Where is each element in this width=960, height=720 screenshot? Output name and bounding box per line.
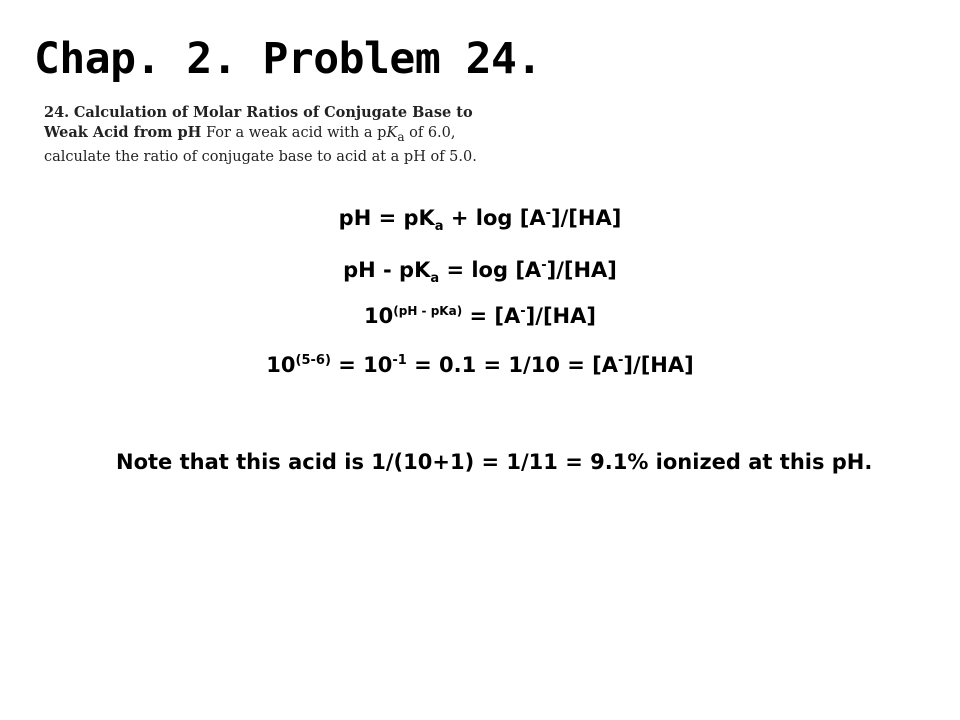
equation-2 — [0, 258, 960, 286]
slide-title: Chap. 2. Problem 24. — [34, 34, 542, 84]
eq4-part-d: ]/[HA] — [623, 353, 694, 377]
eq2-part-c: ]/[HA] — [546, 258, 617, 282]
eq1-sup: - — [545, 206, 552, 221]
eq2-part-b: = log [A — [439, 258, 542, 282]
eq4-part-c: = 0.1 = 1/10 = [A — [406, 353, 619, 377]
eq2-part-a: pH - pK — [343, 258, 431, 282]
eq4-sup-power: -1 — [392, 353, 407, 368]
equation-3 — [0, 304, 960, 328]
problem-number: 24. — [44, 104, 70, 121]
problem-k-sub: a — [397, 129, 405, 144]
eq3-part-a: 10 — [364, 304, 394, 328]
problem-statement — [44, 103, 514, 167]
eq3-sup-exponent: (pH - pKa) — [393, 304, 463, 318]
problem-k: K — [386, 125, 398, 141]
problem-text-1: For a weak acid with a p — [205, 125, 387, 141]
eq1-part-b: + log [A — [443, 206, 546, 230]
eq2-sub: a — [430, 271, 440, 287]
eq4-sup-charge: - — [618, 353, 624, 368]
eq4-part-a: 10 — [266, 353, 296, 377]
eq1-part-a: pH = pK — [338, 206, 435, 230]
ionization-note: Note that this acid is 1/(10+1) = 1/11 = 9.1% ionized at this pH. — [116, 450, 873, 474]
eq1-sub: a — [434, 219, 444, 235]
problem-text-2: of 6.0, calculate the ratio of conjugate base to acid at a pH of 5.0. — [44, 125, 477, 165]
eq3-part-b: = [A — [462, 304, 521, 328]
eq2-sup: - — [541, 258, 547, 273]
eq4-part-b: = 10 — [330, 353, 393, 377]
eq4-sup-exponent: (5-6) — [295, 353, 331, 368]
equation-1 — [0, 206, 960, 234]
eq3-part-c: ]/[HA] — [525, 304, 596, 328]
eq3-sup-charge: - — [520, 304, 526, 319]
problem-heading: Calculation of Molar Ratios of Conjugate Base to Weak Acid from pH — [44, 104, 473, 141]
eq1-part-c: ]/[HA] — [551, 206, 622, 230]
equation-4 — [0, 353, 960, 377]
